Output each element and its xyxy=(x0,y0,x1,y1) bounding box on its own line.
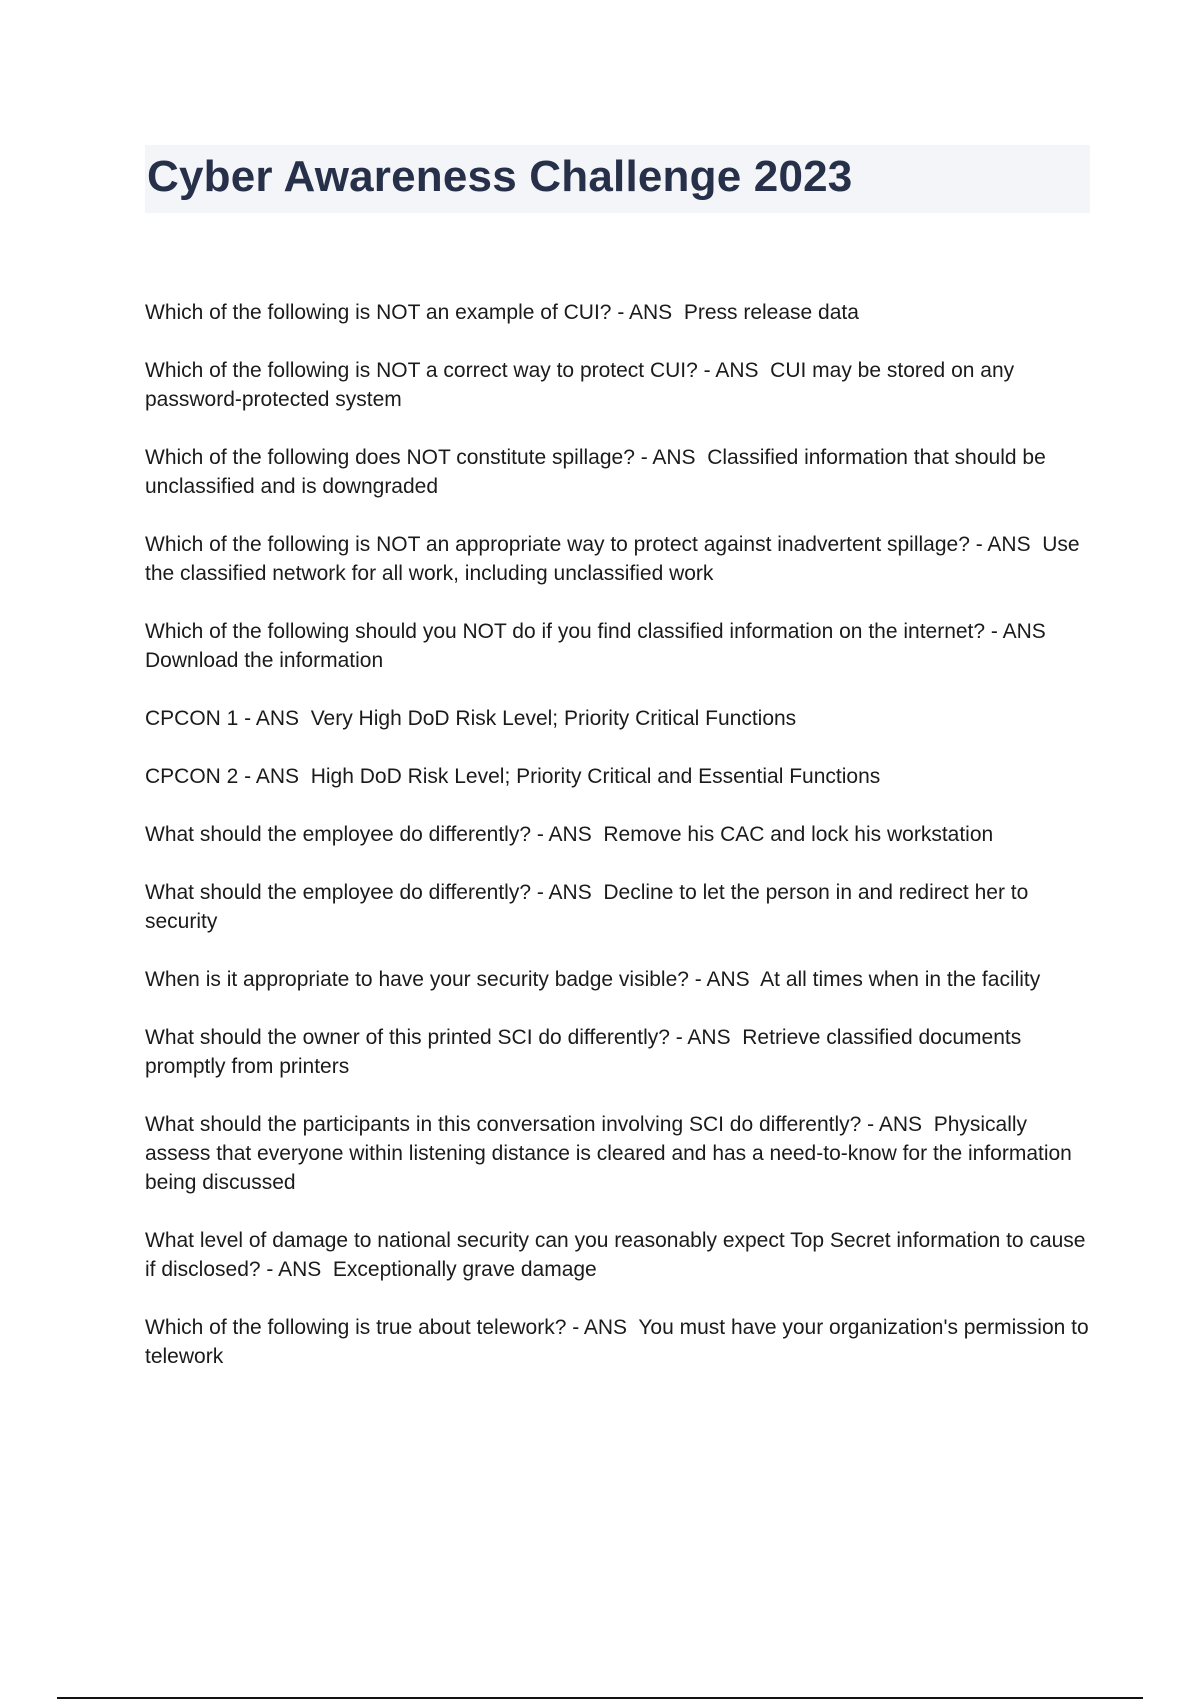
qa-item: Which of the following is NOT an appropriate way to protect against inadvertent spillage? - ANS Use the classified network for all work, including unclassified work xyxy=(145,533,1086,585)
qa-item: When is it appropriate to have your security badge visible? - ANS At all times when in the facility xyxy=(145,968,1041,991)
qa-list xyxy=(145,298,1095,1400)
qa-item: What should the owner of this printed SCI do differently? - ANS Retrieve classified documents promptly from printers xyxy=(145,1026,1028,1078)
document-title: Cyber Awareness Challenge 2023 xyxy=(147,152,853,201)
qa-item: Which of the following should you NOT do if you find classified information on the internet? - ANS Download the information xyxy=(145,620,1058,672)
title-band xyxy=(145,145,1090,213)
qa-item: Which of the following does NOT constitute spillage? - ANS Classified information that should be unclassified and is downgraded xyxy=(145,446,1052,498)
qa-item: What should the employee do differently? - ANS Remove his CAC and lock his workstation xyxy=(145,823,994,846)
qa-item: CPCON 2 - ANS High DoD Risk Level; Priority Critical and Essential Functions xyxy=(145,765,881,788)
qa-item: What should the participants in this conversation involving SCI do differently? - ANS Physically assess that everyone within listening distance is cleared and has a need-to-know for the information being discussed xyxy=(145,1113,1078,1194)
qa-item: Which of the following is NOT a correct way to protect CUI? - ANS CUI may be stored on any password-protected system xyxy=(145,359,1020,411)
qa-item: CPCON 1 - ANS Very High DoD Risk Level; Priority Critical Functions xyxy=(145,707,797,730)
footer-rule xyxy=(57,1697,1143,1699)
qa-item: What level of damage to national security can you reasonably expect Top Secret information to cause if disclosed? - ANS Exceptionally grave damage xyxy=(145,1229,1092,1281)
qa-item: Which of the following is true about telework? - ANS You must have your organization's permission to telework xyxy=(145,1316,1095,1368)
qa-item: What should the employee do differently? - ANS Decline to let the person in and redirect her to security xyxy=(145,881,1035,933)
qa-item: Which of the following is NOT an example of CUI? - ANS Press release data xyxy=(145,301,859,324)
